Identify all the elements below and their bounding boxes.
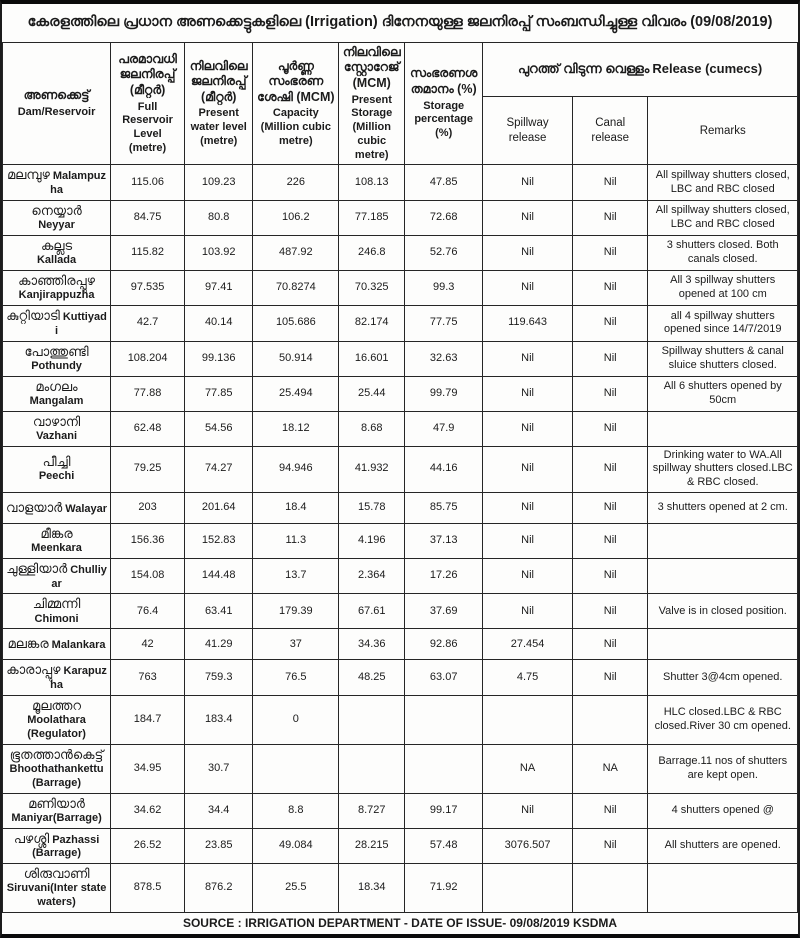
remarks-cell: All 3 spillway shutters opened at 100 cm	[648, 271, 798, 306]
remarks-cell	[648, 864, 798, 913]
present-water-level-cell: 97.41	[185, 271, 253, 306]
canal-release-cell: Nil	[572, 306, 648, 342]
full-reservoir-level-cell: 115.06	[111, 165, 185, 201]
present-storage-cell	[339, 744, 405, 793]
storage-percentage-cell: 32.63	[405, 341, 483, 376]
col-header-pct-malayalam: സംഭരണശതമാനം (%)	[409, 66, 478, 97]
canal-release-cell: Nil	[572, 446, 648, 492]
dam-name-english: Moolathara (Regulator)	[27, 714, 86, 740]
dam-name-malayalam: കുറ്റിയാടി	[6, 308, 60, 324]
spillway-release-cell: Nil	[483, 236, 573, 271]
storage-percentage-cell: 72.68	[405, 200, 483, 235]
col-header-present-water-level	[185, 42, 253, 165]
remarks-cell: Spillway shutters & canal sluice shutters closed.	[648, 341, 798, 376]
dam-name-malayalam: മണിയാർ	[28, 795, 85, 811]
col-header-pwl-malayalam: നിലവിലെ ജലനിരപ്പ് (മീറ്റർ)	[189, 58, 248, 104]
dam-name-english: Malankara	[51, 639, 106, 652]
remarks-cell: Barrage.11 nos of shutters are kept open.	[648, 744, 798, 793]
capacity-cell: 8.8	[253, 793, 339, 828]
present-water-level-cell: 40.14	[185, 306, 253, 342]
capacity-cell	[253, 744, 339, 793]
present-water-level-cell: 41.29	[185, 629, 253, 660]
storage-percentage-cell: 99.3	[405, 271, 483, 306]
present-water-level-cell: 54.56	[185, 411, 253, 446]
remarks-cell: All shutters are opened.	[648, 828, 798, 864]
dam-name-english: Karapuzha	[50, 665, 107, 692]
dam-name-english: Kuttiyadi	[55, 311, 107, 337]
dam-name-malayalam: മലങ്കര	[7, 636, 49, 652]
dam-name-english: Neyyar	[38, 219, 75, 232]
full-reservoir-level-cell: 878.5	[111, 864, 185, 913]
remarks-cell	[648, 523, 798, 558]
table-row	[3, 376, 798, 411]
spillway-release-cell: 3076.507	[483, 828, 573, 864]
full-reservoir-level-cell: 62.48	[111, 411, 185, 446]
dam-name-english: Chulliyar	[51, 563, 107, 590]
present-storage-cell: 18.34	[339, 864, 405, 913]
dam-name-cell	[3, 793, 111, 828]
dam-name-english: Malampuzha	[50, 170, 107, 197]
dam-name-cell	[3, 523, 111, 558]
present-storage-cell: 15.78	[339, 492, 405, 523]
report-title: കേരളത്തിലെ പ്രധാന അണക്കെട്ടുകളിലെ (Irrigation) ദിനേനയുള്ള ജലനിരപ്പ് സംബന്ധിച്ചുള്ള വിവരം (09/08/2019)	[27, 14, 773, 30]
capacity-cell: 94.946	[253, 446, 339, 492]
col-header-canal-release: Canal release	[572, 97, 648, 165]
present-water-level-cell: 80.8	[185, 200, 253, 235]
dam-name-malayalam: ഭൂതത്താൻകെട്ട്	[9, 746, 104, 762]
dam-name-malayalam: കാരാപ്പുഴ	[6, 662, 61, 678]
capacity-cell: 76.5	[253, 660, 339, 696]
dam-name-english: Vazhani	[36, 429, 78, 442]
col-header-release-malayalam: പുറത്ത് വിടുന്ന വെള്ളം	[517, 61, 650, 77]
col-header-capacity	[253, 42, 339, 165]
full-reservoir-level-cell: 79.25	[111, 446, 185, 492]
table-body	[3, 165, 798, 913]
spillway-release-cell: Nil	[483, 446, 573, 492]
col-header-capacity-english: Capacity (Million cubic metre)	[260, 107, 331, 147]
col-header-storage-percentage	[405, 42, 483, 165]
present-storage-cell: 77.185	[339, 200, 405, 235]
spillway-release-cell	[483, 864, 573, 913]
present-water-level-cell: 99.136	[185, 341, 253, 376]
table-row	[3, 341, 798, 376]
present-storage-cell: 8.68	[339, 411, 405, 446]
col-header-pct-english: Storage percentage (%)	[414, 99, 474, 140]
full-reservoir-level-cell: 156.36	[111, 523, 185, 558]
storage-percentage-cell: 17.26	[405, 558, 483, 594]
dam-name-english: Bhoothathankettu (Barrage)	[9, 763, 104, 789]
table-row	[3, 306, 798, 342]
col-header-storage-malayalam: നിലവിലെ സ്റ്റോറേജ് (MCM)	[342, 44, 401, 91]
present-storage-cell: 246.8	[339, 236, 405, 271]
col-header-spillway-release: Spillway release	[483, 97, 573, 165]
col-header-storage-english: Present Storage (Million cubic metre)	[351, 93, 393, 161]
col-header-frl-malayalam: പരമാവധി ജലനിരപ്പ് (മീറ്റർ)	[118, 51, 177, 97]
dam-name-malayalam: മംഗലം	[35, 378, 78, 394]
present-storage-cell: 70.325	[339, 271, 405, 306]
table-row	[3, 594, 798, 629]
remarks-cell: All spillway shutters closed, LBC and RBC closed	[648, 200, 798, 235]
present-storage-cell	[339, 695, 405, 744]
full-reservoir-level-cell: 34.62	[111, 793, 185, 828]
present-water-level-cell: 63.41	[185, 594, 253, 629]
dam-name-malayalam: കാഞ്ഞിരപ്പുഴ	[18, 273, 95, 289]
present-water-level-cell: 201.64	[185, 492, 253, 523]
capacity-cell: 226	[253, 165, 339, 201]
present-storage-cell: 8.727	[339, 793, 405, 828]
storage-percentage-cell: 92.86	[405, 629, 483, 660]
canal-release-cell	[572, 864, 648, 913]
present-water-level-cell: 74.27	[185, 446, 253, 492]
spillway-release-cell: 119.643	[483, 306, 573, 342]
present-water-level-cell: 152.83	[185, 523, 253, 558]
col-header-remarks: Remarks	[648, 97, 798, 165]
dam-name-cell	[3, 629, 111, 660]
capacity-cell: 487.92	[253, 236, 339, 271]
full-reservoir-level-cell: 26.52	[111, 828, 185, 864]
canal-release-cell: Nil	[572, 558, 648, 594]
canal-release-cell: Nil	[572, 411, 648, 446]
table-row	[3, 558, 798, 594]
table-row	[3, 446, 798, 492]
table-row	[3, 864, 798, 913]
remarks-cell: 4 shutters opened @	[648, 793, 798, 828]
spillway-release-cell: Nil	[483, 165, 573, 201]
dam-name-malayalam: വാഴാനി	[32, 413, 81, 429]
dam-name-malayalam: മീങ്കര	[40, 525, 73, 541]
table-row	[3, 793, 798, 828]
present-storage-cell: 2.364	[339, 558, 405, 594]
col-header-release-group	[483, 42, 798, 96]
storage-percentage-cell: 63.07	[405, 660, 483, 696]
present-water-level-cell: 30.7	[185, 744, 253, 793]
storage-percentage-cell: 37.69	[405, 594, 483, 629]
dam-name-english: Chimoni	[34, 612, 79, 625]
remarks-cell: 3 shutters closed. Both canals closed.	[648, 236, 798, 271]
dam-name-cell	[3, 446, 111, 492]
dam-name-cell	[3, 744, 111, 793]
dam-name-english: Mangalam	[29, 394, 84, 407]
col-header-full-reservoir-level	[111, 42, 185, 165]
capacity-cell: 25.494	[253, 376, 339, 411]
spillway-release-cell: Nil	[483, 558, 573, 594]
present-storage-cell: 108.13	[339, 165, 405, 201]
dam-name-cell	[3, 165, 111, 201]
storage-percentage-cell: 47.9	[405, 411, 483, 446]
dam-water-level-table	[2, 42, 798, 913]
storage-percentage-cell: 85.75	[405, 492, 483, 523]
full-reservoir-level-cell: 76.4	[111, 594, 185, 629]
full-reservoir-level-cell: 42.7	[111, 306, 185, 342]
table-row	[3, 236, 798, 271]
dam-name-english: Peechi	[38, 470, 75, 483]
canal-release-cell: Nil	[572, 200, 648, 235]
present-water-level-cell: 103.92	[185, 236, 253, 271]
spillway-release-cell: Nil	[483, 271, 573, 306]
col-header-pwl-english: Present water level (metre)	[190, 107, 247, 147]
full-reservoir-level-cell: 108.204	[111, 341, 185, 376]
spillway-release-cell: Nil	[483, 376, 573, 411]
dam-name-english: Meenkara	[31, 542, 82, 555]
present-storage-cell: 25.44	[339, 376, 405, 411]
table-row	[3, 660, 798, 696]
remarks-cell: 3 shutters opened at 2 cm.	[648, 492, 798, 523]
storage-percentage-cell: 57.48	[405, 828, 483, 864]
dam-name-cell	[3, 558, 111, 594]
table-row	[3, 695, 798, 744]
canal-release-cell: Nil	[572, 793, 648, 828]
spillway-release-cell: Nil	[483, 594, 573, 629]
present-storage-cell: 4.196	[339, 523, 405, 558]
table-row	[3, 629, 798, 660]
canal-release-cell: NA	[572, 744, 648, 793]
canal-release-cell: Nil	[572, 594, 648, 629]
full-reservoir-level-cell: 42	[111, 629, 185, 660]
capacity-cell: 0	[253, 695, 339, 744]
col-header-dam-malayalam: അണക്കെട്ട്	[23, 87, 90, 102]
table-row	[3, 523, 798, 558]
canal-release-cell: Nil	[572, 660, 648, 696]
capacity-cell: 13.7	[253, 558, 339, 594]
dam-name-malayalam: മൂലത്തറ	[32, 697, 81, 713]
spillway-release-cell: NA	[483, 744, 573, 793]
source-footer: SOURCE : IRRIGATION DEPARTMENT - DATE OF ISSUE- 09/08/2019 KSDMA	[2, 912, 798, 934]
present-water-level-cell: 183.4	[185, 695, 253, 744]
storage-percentage-cell: 47.85	[405, 165, 483, 201]
table-row	[3, 492, 798, 523]
storage-percentage-cell: 52.76	[405, 236, 483, 271]
spillway-release-cell: Nil	[483, 341, 573, 376]
dam-name-malayalam: നെയ്യാർ	[31, 202, 82, 218]
storage-percentage-cell: 99.17	[405, 793, 483, 828]
remarks-cell	[648, 629, 798, 660]
dam-name-english: Siruvani(Inter state waters)	[6, 882, 107, 909]
present-water-level-cell: 759.3	[185, 660, 253, 696]
dam-name-malayalam: പോത്തുണ്ടി	[24, 343, 89, 359]
canal-release-cell: Nil	[572, 523, 648, 558]
dam-name-cell	[3, 864, 111, 913]
spillway-release-cell: 27.454	[483, 629, 573, 660]
col-header-capacity-malayalam: പൂർണ്ണ സംഭരണ ശേഷി (MCM)	[257, 58, 335, 104]
canal-release-cell: Nil	[572, 492, 648, 523]
present-water-level-cell: 34.4	[185, 793, 253, 828]
dam-name-malayalam: ചുള്ളിയാർ	[6, 560, 68, 576]
capacity-cell: 106.2	[253, 200, 339, 235]
canal-release-cell: Nil	[572, 341, 648, 376]
full-reservoir-level-cell: 184.7	[111, 695, 185, 744]
remarks-cell: Drinking water to WA.All spillway shutters closed.LBC & RBC closed.	[648, 446, 798, 492]
present-water-level-cell: 23.85	[185, 828, 253, 864]
spillway-release-cell: Nil	[483, 492, 573, 523]
canal-release-cell: Nil	[572, 165, 648, 201]
dam-name-malayalam: മലമ്പുഴ	[7, 167, 50, 183]
spillway-release-cell: 4.75	[483, 660, 573, 696]
present-storage-cell: 34.36	[339, 629, 405, 660]
canal-release-cell: Nil	[572, 376, 648, 411]
present-storage-cell: 48.25	[339, 660, 405, 696]
dam-name-english: Kallada	[36, 254, 77, 267]
present-storage-cell: 28.215	[339, 828, 405, 864]
canal-release-cell: Nil	[572, 629, 648, 660]
present-storage-cell: 41.932	[339, 446, 405, 492]
present-water-level-cell: 109.23	[185, 165, 253, 201]
remarks-cell: Shutter 3@4cm opened.	[648, 660, 798, 696]
dam-name-english: Walayar	[65, 502, 108, 515]
dam-name-cell	[3, 376, 111, 411]
storage-percentage-cell: 99.79	[405, 376, 483, 411]
dam-name-english: Pothundy	[31, 359, 82, 372]
canal-release-cell: Nil	[572, 828, 648, 864]
remarks-cell	[648, 411, 798, 446]
table-row	[3, 828, 798, 864]
table-row	[3, 744, 798, 793]
dam-name-cell	[3, 271, 111, 306]
full-reservoir-level-cell: 115.82	[111, 236, 185, 271]
capacity-cell: 18.12	[253, 411, 339, 446]
dam-name-english: Pazhassi (Barrage)	[32, 833, 100, 860]
full-reservoir-level-cell: 84.75	[111, 200, 185, 235]
dam-name-cell	[3, 341, 111, 376]
capacity-cell: 25.5	[253, 864, 339, 913]
dam-name-english: Kanjirappuzha	[18, 289, 95, 302]
dam-name-cell	[3, 411, 111, 446]
dam-name-cell	[3, 660, 111, 696]
capacity-cell: 49.084	[253, 828, 339, 864]
remarks-cell: all 4 spillway shutters opened since 14/7/2019	[648, 306, 798, 342]
dam-name-cell	[3, 828, 111, 864]
capacity-cell: 105.686	[253, 306, 339, 342]
remarks-cell: All spillway shutters closed, LBC and RBC closed	[648, 165, 798, 201]
dam-name-malayalam: ശിരുവാണി	[23, 866, 90, 882]
capacity-cell: 37	[253, 629, 339, 660]
table-row	[3, 165, 798, 201]
dam-name-malayalam: പീച്ചി	[42, 454, 71, 470]
remarks-cell: All 6 shutters opened by 50cm	[648, 376, 798, 411]
full-reservoir-level-cell: 763	[111, 660, 185, 696]
col-header-dam-english: Dam/Reservoir	[17, 105, 96, 118]
capacity-cell: 11.3	[253, 523, 339, 558]
storage-percentage-cell: 37.13	[405, 523, 483, 558]
present-water-level-cell: 77.85	[185, 376, 253, 411]
capacity-cell: 50.914	[253, 341, 339, 376]
dam-name-english: Maniyar(Barrage)	[11, 811, 102, 824]
col-header-release-english: Release (cumecs)	[652, 61, 763, 77]
storage-percentage-cell: 77.75	[405, 306, 483, 342]
storage-percentage-cell	[405, 695, 483, 744]
table-row	[3, 271, 798, 306]
dam-name-cell	[3, 492, 111, 523]
col-header-frl-english: Full Reservoir Level (metre)	[122, 100, 173, 154]
col-header-present-storage	[339, 42, 405, 165]
full-reservoir-level-cell: 154.08	[111, 558, 185, 594]
capacity-cell: 70.8274	[253, 271, 339, 306]
dam-name-malayalam: പഴശ്ശി	[13, 830, 50, 846]
col-header-dam	[3, 42, 111, 165]
full-reservoir-level-cell: 97.535	[111, 271, 185, 306]
spillway-release-cell	[483, 695, 573, 744]
dam-name-malayalam: വാളയാർ	[6, 499, 63, 515]
storage-percentage-cell: 44.16	[405, 446, 483, 492]
storage-percentage-cell: 71.92	[405, 864, 483, 913]
remarks-cell: HLC closed.LBC & RBC closed.River 30 cm opened.	[648, 695, 798, 744]
canal-release-cell: Nil	[572, 271, 648, 306]
remarks-cell: Valve is in closed position.	[648, 594, 798, 629]
capacity-cell: 179.39	[253, 594, 339, 629]
dam-name-cell	[3, 306, 111, 342]
full-reservoir-level-cell: 203	[111, 492, 185, 523]
full-reservoir-level-cell: 34.95	[111, 744, 185, 793]
remarks-cell	[648, 558, 798, 594]
dam-name-cell	[3, 594, 111, 629]
present-storage-cell: 16.601	[339, 341, 405, 376]
dam-name-cell	[3, 200, 111, 235]
canal-release-cell: Nil	[572, 236, 648, 271]
dam-name-malayalam: ചിമ്മന്നി	[32, 596, 81, 612]
dam-name-malayalam: കല്ലട	[40, 238, 73, 253]
dam-name-cell	[3, 695, 111, 744]
present-water-level-cell: 876.2	[185, 864, 253, 913]
spillway-release-cell: Nil	[483, 411, 573, 446]
table-row	[3, 411, 798, 446]
dam-name-cell	[3, 236, 111, 271]
spillway-release-cell: Nil	[483, 793, 573, 828]
present-water-level-cell: 144.48	[185, 558, 253, 594]
canal-release-cell	[572, 695, 648, 744]
storage-percentage-cell	[405, 744, 483, 793]
table-row	[3, 200, 798, 235]
header-row-top	[3, 42, 798, 96]
spillway-release-cell: Nil	[483, 523, 573, 558]
full-reservoir-level-cell: 77.88	[111, 376, 185, 411]
capacity-cell: 18.4	[253, 492, 339, 523]
present-storage-cell: 82.174	[339, 306, 405, 342]
present-storage-cell: 67.61	[339, 594, 405, 629]
spillway-release-cell: Nil	[483, 200, 573, 235]
